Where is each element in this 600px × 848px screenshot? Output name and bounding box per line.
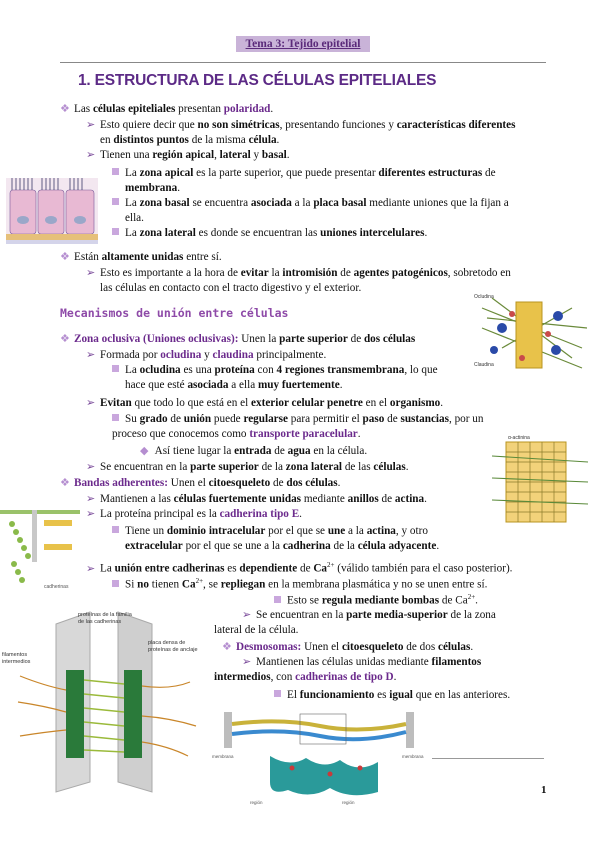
adherens-junction-figure <box>488 432 594 530</box>
header-title: Tema 3: Tejido epitelial <box>236 36 370 52</box>
page-heading: 1. ESTRUCTURA DE LAS CÉLULAS EPITELIALES <box>78 72 437 89</box>
tight-junction-title: ❖ Zona oclusiva (Uniones oclusivas): Unen la parte superior de dos células <box>60 333 416 345</box>
svg-text:Ocludina: Ocludina <box>474 294 494 300</box>
page-number: 1 <box>541 784 547 796</box>
desmosome-figure <box>0 606 210 796</box>
svg-text:de las cadherinas: de las cadherinas <box>78 619 122 625</box>
svg-text:Claudina: Claudina <box>474 362 494 368</box>
header-divider <box>60 62 546 63</box>
section-heading: Mecanismos de unión entre células <box>60 306 289 320</box>
svg-text:proteínas de anclaje: proteínas de anclaje <box>148 647 198 653</box>
adherens-title: ❖ Bandas adherentes: Unen el citoesqueleto de dos células. <box>60 477 341 489</box>
svg-text:proteínas de la familia: proteínas de la familia <box>78 612 132 618</box>
location2-paragraph: ➢ Se encuentran en la parte media-superior de la zona lateral de la célula. <box>214 609 496 636</box>
svg-text:membrana: membrana <box>402 754 424 759</box>
svg-text:cadherinas: cadherinas <box>44 584 69 590</box>
adhesion-paragraph: ❖ Están altamente unidas entre sí. <box>60 251 222 263</box>
desmosome-title: ❖ Desmosomas: Unen el citoesqueleto de dos células. ➢ Mantienen las células unidas mediante filamentos intermedios, con cadherinas de tipo D. <box>214 641 482 683</box>
actin-paragraph: ➢ Mantienen a las células fuertemente unidas mediante anillos de actina. ➢ La proteína principal es la cadherina tipo E. <box>86 493 427 520</box>
regulation-paragraph: Su grado de unión puede regularse para permitir el paso de sustancias, por un proceso que conocemos como transporte paracelular. <box>112 413 484 440</box>
svg-text:intermedios: intermedios <box>2 659 31 665</box>
svg-text:α-actinina: α-actinina <box>508 435 530 441</box>
location-paragraph: ➢ Se encuentran en la parte superior de la zona lateral de las células. <box>86 461 409 473</box>
desmosome-detail-figure <box>210 708 450 808</box>
footer-divider <box>432 758 544 759</box>
cadherin-figure <box>0 502 80 592</box>
cadherin-domain: Tiene un dominio intracelular por el que se une a la actina, y otro extracelular por el que se une a la cadherina de la célula adyacente. <box>112 524 492 554</box>
svg-text:región: región <box>250 800 263 805</box>
ocludina-paragraph: ➢ Formada por ocludina y claudina principalmente. <box>86 349 327 361</box>
svg-text:membrana: membrana <box>212 754 234 759</box>
epithelium-figure <box>6 170 98 248</box>
calcium-paragraph: ➢ La unión entre cadherinas es dependiente de $Ca^{2+}$ (válido también para el caso posterior). <box>86 561 513 575</box>
svg-text:placa densa de: placa densa de <box>148 640 186 646</box>
zones-list: La zona apical es la parte superior, que puede presentar diferentes estructuras de membrana. La zona basal se encuentra asociada a la placa basal mediante uniones que la fijan a ella. La zona lateral es donde se encuentran las uniones intercelulares. <box>112 166 552 241</box>
pump-paragraph: Esto se regula mediante bombas de $Ca^{2+}$. <box>274 590 574 609</box>
svg-text:región: región <box>342 800 355 805</box>
function-paragraph: El funcionamiento es igual que en las anteriores. <box>274 688 564 703</box>
tight-junction-figure <box>472 288 594 372</box>
intro-list: ❖ Las células epiteliales presentan polaridad. <box>60 103 274 115</box>
ocludina-detail: La ocludina es una proteína con 4 regiones transmembrana, lo que hace que esté asociada a ella muy fuertemente. <box>112 363 472 393</box>
polarity-paragraph: ➢ Esto quiere decir que no son simétricas, presentando funciones y características diferentes en distintos puntos de la misma célula. ➢ Tienen una región apical, lateral y basal. <box>86 119 516 161</box>
evitan-paragraph: ➢ Evitan que todo lo que está en el exterior celular penetre en el organismo. <box>86 397 444 409</box>
svg-text:filamentos: filamentos <box>2 652 28 658</box>
pathogen-paragraph: ➢ Esto es importante a la hora de evitar la intromisión de agentes patogénicos, sobretodo en las células en contacto con el tracto digestivo y el exterior. <box>86 267 511 294</box>
calcium-detail: Si no tienen $Ca^{2+}$, se repliegan en la membrana plasmática y no se unen entre sí. <box>112 574 552 593</box>
water-entry: ◆ Así tiene lugar la entrada de agua en la célula. <box>140 445 368 457</box>
